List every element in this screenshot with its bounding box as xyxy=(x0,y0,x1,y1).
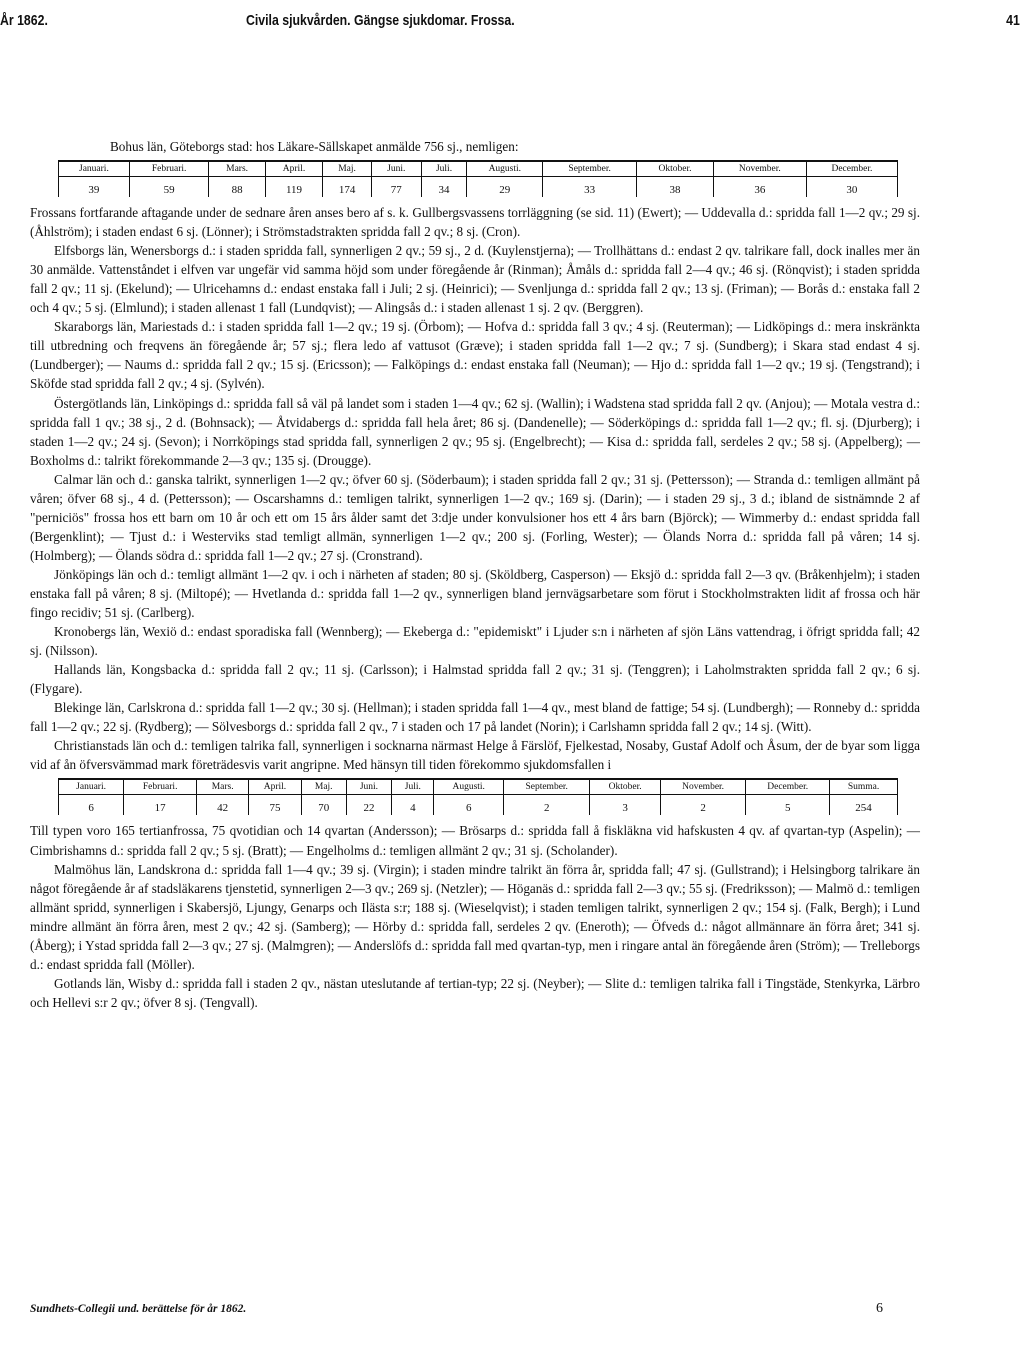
table1-value-cell: 88 xyxy=(209,177,265,198)
table1-header-cell: Juni. xyxy=(371,161,421,177)
table1-value-cell: 59 xyxy=(129,177,209,198)
table2-value-cell: 5 xyxy=(746,795,830,816)
paragraph: Till typen voro 165 tertianfrossa, 75 qvotidian och 14 qvartan (Andersson); — Brösarps d.: spridda fall å fiskläkna vid hafskusten 4 qv. af qvartan-typ (Aspelin); — Cimbrishamns d.: spridda fall 2 qv.; 5 sj. (Bratt); — Engelholms d.: temligen allmänt 2 qv.; 31 sj. (Scholander). xyxy=(30,823,920,858)
page-number: 41 xyxy=(1006,12,1020,29)
paragraph: Frossans fortfarande aftagande under de sednare åren anses bero af s. k. Gullbergsvassens torrläggning (se sid. 11) (Ewert); — Uddevalla d.: spridda fall 1—2 qv.; 29 sj. (Åhlström); i staden endast 6 sj. (Lönner); i Strömstadstrakten spridda fall 2 qv.; 8 sj. (Cron). xyxy=(30,205,920,240)
table2-value-cell: 4 xyxy=(392,795,434,816)
table1-value-row xyxy=(59,177,898,198)
table2-header-cell: Januari. xyxy=(59,779,124,795)
table2-header-row xyxy=(59,779,898,795)
document-body xyxy=(30,137,920,1012)
paragraph: Jönköpings län och d.: temligt allmänt 1—2 qv. i och i närheten af staden; 80 sj. (Sköldberg, Casperson) — Eksjö d.: spridda fall 2—3 qv. (Bråkenhjelm); i staden enstaka fall på våren; 8 sj. (Miltopé); — Hvetlanda d.: spridda fall 1—2 qv., synnerligen bland jernvägsarbetare som förut i Stockholmstrakten lidit af frossa och här fingo recidiv; 51 sj. (Carlberg). xyxy=(30,566,920,621)
table2-header-cell: Summa. xyxy=(830,779,898,795)
paragraph: Kronobergs län, Wexiö d.: endast sporadiska fall (Wennberg); — Ekeberga d.: "epidemiskt" i Ljuder s:n i närheten af sjön Läns vattendrag, i öfrigt spridda fall; 42 sj. (Nilsson). xyxy=(30,624,920,659)
table1-value-cell: 38 xyxy=(637,177,714,198)
table1-value-cell: 36 xyxy=(713,177,806,198)
paragraph: Gotlands län, Wisby d.: spridda fall i staden 2 qv., nästan uteslutande af tertian-typ; 22 sj. (Neyber); — Slite d.: temligen talrika fall i Tingstäde, Stenkyrka, Lärbro och Hellevi s:r 2 qv.; öfver 8 sj. (Tengvall). xyxy=(30,975,920,1010)
table2-value-cell: 70 xyxy=(301,795,346,816)
table1-header-cell: Augusti. xyxy=(467,161,543,177)
table1-header-cell: Juli. xyxy=(421,161,467,177)
paragraph: Malmöhus län, Landskrona d.: spridda fall 1—4 qv.; 39 sj. (Virgin); i staden mindre talrikt än förra år, spridda fall; 47 sj. (Gullstrand); i Helsingborg talrikare än något föregående år af stadsläkarens tjenstetid, synnerligen 2—3 qv.; 269 sj. (Netzler); — Höganäs d.: spridda fall 2—3 qv.; 55 sj. (Fredriksson); — Malmö d.: temligen allmänt spridd, synnerligen i Skabersjö, Ljungy, Genarps och Ilästa s:r; 188 sj. (Wieselqvist); i staden temligen talrikt, synnerligen 2 qv.; 154 sj. (Falk, Bergh); i Lund mindre allmänt än förra åren, mest 2 qv.; 42 sj. (Samberg); — Hörby d.: spridda fall, serdeles 2 qv. (Eneroth); — Öfveds d.: något allmännare än förra året; 341 sj. (Åberg); i Ystad spridda fall 2—3 qv.; 27 sj. (Malmgren); — Anderslöfs d.: spridda fall med qvartan-typ, men i ringare antal än föregående åren (Ström); — Trelleborgs d.: endast spridda fall (Möller). xyxy=(30,861,920,972)
header-year: År 1862. xyxy=(0,12,48,29)
table1-header-cell: Februari. xyxy=(129,161,209,177)
footer-signature: 6 xyxy=(876,1301,883,1316)
paragraph: Christianstads län och d.: temligen talrika fall, synnerligen i socknarna närmast Helge å Färslöf, Fjelkestad, Nosaby, Gustaf Adolf och Åsum, der de byar som ligga vid af ån öfversvämmad mark företrädesvis varit angripne. Med hänsyn till tiden förekommo sjukdomsfallen i xyxy=(30,738,920,773)
table1-header-cell: Mars. xyxy=(209,161,265,177)
table2-value-cell: 2 xyxy=(660,795,746,816)
table2-header-cell: December. xyxy=(746,779,830,795)
intro-line: Bohus län, Göteborgs stad: hos Läkare-Sällskapet anmälde 756 sj., nemligen: xyxy=(110,139,519,154)
table1-value-cell: 77 xyxy=(371,177,421,198)
table1-header-cell: Januari. xyxy=(59,161,130,177)
table1-header-cell: November. xyxy=(713,161,806,177)
table2-value-cell: 3 xyxy=(590,795,660,816)
table1-header-cell: September. xyxy=(543,161,637,177)
header-title: Civila sjukvården. Gängse sjukdomar. Frossa. xyxy=(246,12,515,29)
table2-header-cell: Juni. xyxy=(346,779,392,795)
table2-header-cell: Oktober. xyxy=(590,779,660,795)
table1-value-cell: 34 xyxy=(421,177,467,198)
table2-value-cell: 254 xyxy=(830,795,898,816)
table2-value-cell: 6 xyxy=(59,795,124,816)
table2-header-cell: November. xyxy=(660,779,746,795)
table2-header-cell: April. xyxy=(249,779,302,795)
table2-header-cell: Maj. xyxy=(301,779,346,795)
table1-value-cell: 174 xyxy=(323,177,372,198)
table2-value-cell: 42 xyxy=(197,795,249,816)
table1-value-cell: 39 xyxy=(59,177,130,198)
paragraph: Hallands län, Kongsbacka d.: spridda fall 2 qv.; 11 sj. (Carlsson); i Halmstad spridda fall 2 qv.; 31 sj. (Tenggren); i Laholmstrakten spridda fall 2 qv.; 6 sj. (Flygare). xyxy=(30,662,920,697)
paragraph: Calmar län och d.: ganska talrikt, synnerligen 1—2 qv.; öfver 60 sj. (Söderbaum); i staden spridda fall 2 qv.; 31 sj. (Pettersson); — Stranda d.: temligen allmänt på våren; öfver 68 sj., 4 d. (Pettersson); — Oscarshamns d.: temligen talrikt, synnerligen 1—2 qv.; 169 sj. (Darin); — i staden 29 sj., 3 d.; ibland de sistnämnde 2 af "perniciös" frossa hos ett barn om 10 år och ett om 15 års ålder samt det 3:dje under konvulsioner hos ett 4 års barn (Björck); — Wimmerby d.: endast spridda fall (Bergenklint); — Tjust d.: i Westerviks stad temligt allmän, synnerligen 1—2 qv.; 200 sj. (Forling, Wester); — Ölands Norra d.: spridda fall på våren; 14 sj. (Holmberg); — Ölands södra d.: spridda fall 1—2 qv.; 27 sj. (Cronstrand). xyxy=(30,471,920,563)
table2-value-cell: 75 xyxy=(249,795,302,816)
table1-value-cell: 119 xyxy=(265,177,322,198)
table2-value-row xyxy=(59,795,898,816)
monthly-table-2 xyxy=(58,778,898,815)
table2-value-cell: 22 xyxy=(346,795,392,816)
table1-header-row xyxy=(59,161,898,177)
paragraph: Östergötlands län, Linköpings d.: spridda fall så väl på landet som i staden 1—4 qv.; 62 sj. (Wallin); i Wadstena stad spridda fall 2 qv. (Anjou); — Motala vestra d.: spridda fall 1 qv.; 38 sj., 2 d. (Bohnsack); — Åtvidabergs d.: spridda fall hela året; 86 sj. (Dandenelle); — Söderköpings d.: spridda fall 1—2 qv.; fl. sj. (Djurberg); i staden 1—2 qv.; 24 sj. (Sevon); i Norrköpings stad spridda fall, synnerligen 2 qv.; 95 sj. (Engelbrecht); — Kisa d.: spridda fall, serdeles 2 qv.; 58 sj. (Appelberg); — Boxholms d.: talrikt förekommande 2—3 qv.; 135 sj. (Drougge). xyxy=(30,395,920,468)
monthly-table-1 xyxy=(58,160,898,197)
table1-value-cell: 30 xyxy=(806,177,897,198)
table1-value-cell: 33 xyxy=(543,177,637,198)
table1-header-cell: Maj. xyxy=(323,161,372,177)
table2-value-cell: 6 xyxy=(434,795,504,816)
table1-header-cell: December. xyxy=(806,161,897,177)
paragraph: Blekinge län, Carlskrona d.: spridda fall 1—2 qv.; 30 sj. (Hellman); i staden spridda fall 1—4 qv., mest bland de fattige; 54 sj. (Lundbergh); — Ronneby d.: spridda fall 1—2 qv.; 22 sj. (Rydberg); — Sölvesborgs d.: spridda fall 2 qv., 7 i staden och 17 på landet (Norin); i Carlshamn spridda fall 2 qv.; 14 sj. (Witt). xyxy=(30,700,920,735)
table2-value-cell: 17 xyxy=(124,795,197,816)
table1-value-cell: 29 xyxy=(467,177,543,198)
paragraph: Elfsborgs län, Wenersborgs d.: i staden spridda fall, synnerligen 2 qv.; 59 sj., 2 d. (Kuylenstjerna); — Trollhättans d.: endast 2 qv. talrikare fall, dock inalles mer än 30 anmälde. Vattenståndet i elfven var ungefär vid samma höjd som under föregående år (Rinman); Åmåls d.: spridda fall 2—4 qv.; 46 sj. (Rönqvist); i staden spridda fall 2 qv.; 11 sj. (Ekelund); — Ulricehamns d.: endast enstaka fall i Juli; 2 sj. (Heinrici); — Svenljunga d.: spridda fall 2 qv.; 13 sj. (Friman); — Borås d.: enstaka fall 2 och 4 qv.; 5 sj. (Elmlund); i staden allenast 1 fall (Lundqvist); — Alingsås d.: i staden allenast 1 sj. 2 qv. (Berggren). xyxy=(30,243,920,316)
table2-header-cell: Mars. xyxy=(197,779,249,795)
table2-header-cell: September. xyxy=(504,779,590,795)
table1-header-cell: Oktober. xyxy=(637,161,714,177)
page-header xyxy=(0,12,1020,29)
footer-source: Sundhets-Collegii und. berättelse för år 1862. xyxy=(30,1303,247,1315)
paragraph: Skaraborgs län, Mariestads d.: i staden spridda fall 1—2 qv.; 19 sj. (Örbom); — Hofva d.: spridda fall 3 qv.; 4 sj. (Reuterman); — Lidköpings d.: mera inskränkta till utbredning och freqvens än föregående år; 57 sj.; flera ledo af vattusot (Græve); i staden spridda fall 1—2 qv.; 7 sj. (Sundberg); i Skara stad endast 4 sj. (Lundberger); — Naums d.: spridda fall 2 qv.; 15 sj. (Ericsson); — Falköpings d.: endast enstaka fall (Neuman); — Hjo d.: spridda fall 1—2 qv.; 19 sj. (Tengstrand); i Sköfde stad spridda fall 2 qv.; 4 sj. (Sylvén). xyxy=(30,319,920,392)
table2-value-cell: 2 xyxy=(504,795,590,816)
table2-header-cell: Februari. xyxy=(124,779,197,795)
table2-header-cell: Juli. xyxy=(392,779,434,795)
table2-header-cell: Augusti. xyxy=(434,779,504,795)
table1-header-cell: April. xyxy=(265,161,322,177)
